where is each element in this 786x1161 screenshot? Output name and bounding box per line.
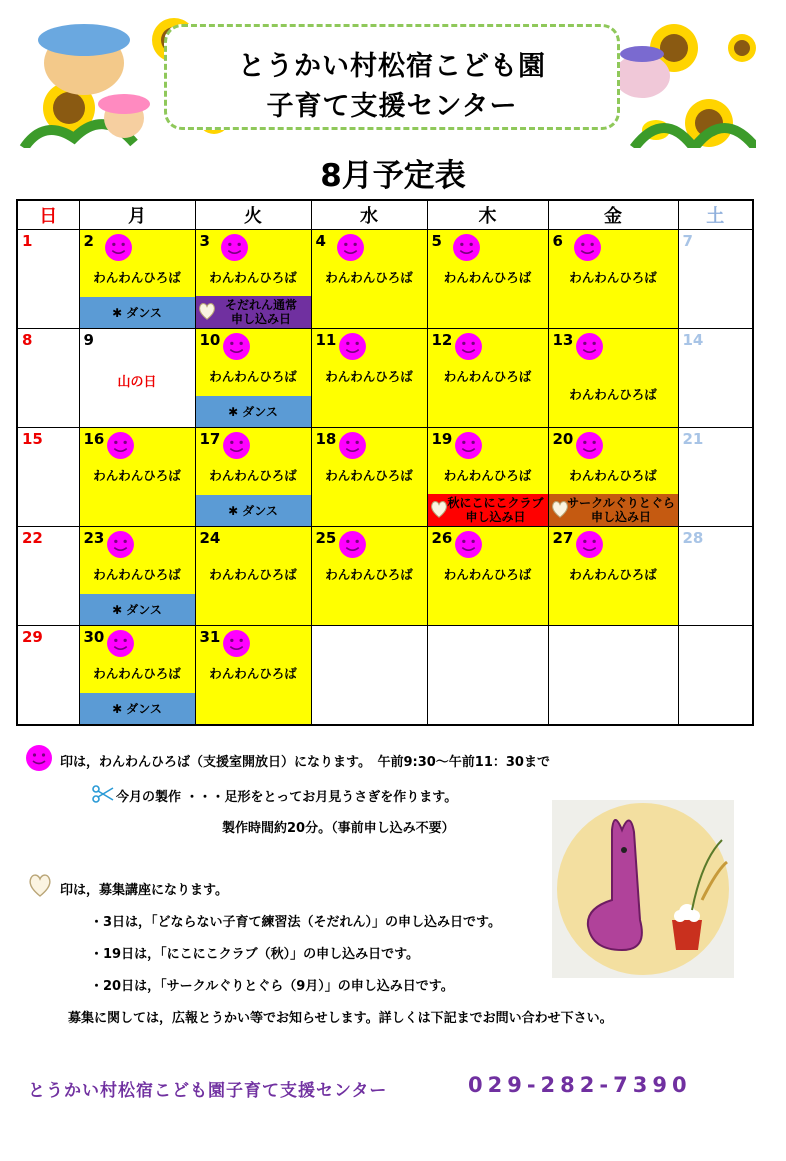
event-label: わんわんひろば bbox=[569, 567, 657, 582]
dance-label: ダンス bbox=[126, 602, 162, 617]
dancer-icon: ✱ bbox=[112, 305, 123, 320]
calendar-table bbox=[16, 199, 754, 726]
smile-icon bbox=[338, 431, 367, 460]
event-label: わんわんひろば bbox=[93, 468, 181, 483]
weekday-sat: 土 bbox=[678, 200, 753, 230]
dance-bar bbox=[80, 693, 195, 724]
day-number: 8 bbox=[22, 331, 33, 349]
event-label: わんわんひろば bbox=[569, 270, 657, 285]
event-label: わんわんひろば bbox=[569, 468, 657, 483]
weekday-sun: 日 bbox=[17, 200, 79, 230]
calendar-day-15 bbox=[17, 428, 79, 527]
event-label: わんわんひろば bbox=[209, 270, 297, 285]
calendar-day-4 bbox=[311, 230, 427, 329]
day-number: 25 bbox=[315, 529, 337, 547]
day-number: 28 bbox=[682, 529, 704, 547]
event-label: わんわんひろば bbox=[209, 666, 297, 681]
smile-icon bbox=[454, 530, 483, 559]
heart-icon bbox=[198, 301, 216, 321]
calendar-day-26 bbox=[427, 527, 548, 626]
smile-icon bbox=[222, 431, 251, 460]
calendar-week-row bbox=[17, 329, 753, 428]
day-number: 20 bbox=[552, 430, 574, 448]
dance-bar bbox=[196, 396, 311, 427]
smile-icon bbox=[222, 629, 251, 658]
smile-icon bbox=[222, 332, 251, 361]
calendar-day-18 bbox=[311, 428, 427, 527]
scissors-icon bbox=[92, 785, 114, 803]
signup-label: そだれん通常 申し込み日 bbox=[224, 298, 297, 326]
calendar-week-row bbox=[17, 527, 753, 626]
calendar-day-13 bbox=[548, 329, 678, 428]
dancer-icon: ✱ bbox=[112, 602, 123, 617]
event-label: わんわんひろば bbox=[569, 387, 657, 402]
signup-bar bbox=[196, 296, 311, 328]
holiday-label: 山の日 bbox=[117, 375, 157, 390]
day-number: 27 bbox=[552, 529, 574, 547]
calendar-day-28 bbox=[678, 527, 753, 626]
smile-icon bbox=[104, 233, 133, 262]
calendar-day-12 bbox=[427, 329, 548, 428]
signup-bar bbox=[549, 494, 678, 526]
calendar-day-1 bbox=[17, 230, 79, 329]
smile-icon bbox=[575, 332, 604, 361]
event-label: わんわんひろば bbox=[93, 567, 181, 582]
calendar-empty-cell bbox=[548, 626, 678, 726]
note-item-3: ・20日は，「サークルぐりとぐら（9月）」の申し込み日です。 bbox=[90, 979, 454, 994]
dance-bar bbox=[80, 594, 195, 625]
weekday-tue: 火 bbox=[195, 200, 311, 230]
smile-icon bbox=[575, 530, 604, 559]
dance-label: ダンス bbox=[126, 701, 162, 716]
smile-icon bbox=[452, 233, 481, 262]
day-number: 9 bbox=[83, 331, 94, 349]
day-number: 6 bbox=[552, 232, 563, 250]
calendar-week-row bbox=[17, 428, 753, 527]
weekday-wed: 水 bbox=[311, 200, 427, 230]
calendar-empty-cell bbox=[311, 626, 427, 726]
dance-bar bbox=[80, 297, 195, 328]
event-label: わんわんひろば bbox=[209, 468, 297, 483]
calendar-week-row bbox=[17, 626, 753, 726]
day-number: 4 bbox=[315, 232, 326, 250]
day-number: 21 bbox=[682, 430, 704, 448]
calendar-day-19 bbox=[427, 428, 548, 527]
calendar-day-29 bbox=[17, 626, 79, 726]
moon-rabbit-craft-image bbox=[552, 800, 734, 978]
event-label: わんわんひろば bbox=[93, 666, 181, 681]
craft-photo bbox=[552, 800, 734, 978]
title-line-1: とうかい村松宿こども園 bbox=[238, 51, 546, 82]
event-label: わんわんひろば bbox=[93, 270, 181, 285]
calendar-day-9 bbox=[79, 329, 195, 428]
calendar-day-5 bbox=[427, 230, 548, 329]
calendar-day-6 bbox=[548, 230, 678, 329]
day-number: 26 bbox=[431, 529, 453, 547]
weekday-fri: 金 bbox=[548, 200, 678, 230]
calendar-day-27 bbox=[548, 527, 678, 626]
day-number: 10 bbox=[199, 331, 221, 349]
signup-label: サークルぐりとぐら 申し込み日 bbox=[567, 496, 675, 524]
smile-icon bbox=[25, 744, 53, 772]
note-item-1: ・3日は，「どならない子育て練習法（そだれん）」の申し込み日です。 bbox=[90, 915, 502, 930]
event-label: わんわんひろば bbox=[325, 369, 413, 384]
calendar-day-21 bbox=[678, 428, 753, 527]
calendar-day-20 bbox=[548, 428, 678, 527]
header-banner bbox=[14, 8, 756, 148]
day-number: 22 bbox=[22, 529, 43, 547]
day-number: 15 bbox=[22, 430, 43, 448]
calendar-empty-cell bbox=[427, 626, 548, 726]
day-number: 19 bbox=[431, 430, 453, 448]
weekday-thu: 木 bbox=[427, 200, 548, 230]
calendar-day-7 bbox=[678, 230, 753, 329]
smile-icon bbox=[454, 431, 483, 460]
day-number: 12 bbox=[431, 331, 453, 349]
day-number: 17 bbox=[199, 430, 221, 448]
day-number: 5 bbox=[431, 232, 442, 250]
calendar-day-2 bbox=[79, 230, 195, 329]
event-label: わんわんひろば bbox=[209, 369, 297, 384]
heart-icon bbox=[430, 499, 448, 519]
calendar-day-11 bbox=[311, 329, 427, 428]
craft-note: 今月の製作 ・・・足形をとってお月見うさぎを作ります。 bbox=[116, 790, 458, 805]
weekday-header-row bbox=[17, 200, 753, 230]
calendar-day-14 bbox=[678, 329, 753, 428]
calendar-week-row bbox=[17, 230, 753, 329]
day-number: 13 bbox=[552, 331, 574, 349]
day-number: 16 bbox=[83, 430, 105, 448]
dancer-icon: ✱ bbox=[228, 503, 239, 518]
calendar-day-30 bbox=[79, 626, 195, 726]
calendar-day-24 bbox=[195, 527, 311, 626]
weekday-mon: 月 bbox=[79, 200, 195, 230]
day-number: 31 bbox=[199, 628, 221, 646]
day-number: 7 bbox=[682, 232, 693, 250]
dance-bar bbox=[196, 495, 311, 526]
heart-icon bbox=[551, 499, 569, 519]
calendar-day-3 bbox=[195, 230, 311, 329]
smile-icon bbox=[338, 530, 367, 559]
dancer-icon: ✱ bbox=[112, 701, 123, 716]
day-number: 30 bbox=[83, 628, 105, 646]
craft-time-note: 製作時間約20分。（事前申し込み不要） bbox=[222, 821, 455, 836]
smile-icon bbox=[106, 530, 135, 559]
calendar-day-10 bbox=[195, 329, 311, 428]
smile-icon bbox=[220, 233, 249, 262]
signup-bar bbox=[428, 494, 548, 526]
event-label: わんわんひろば bbox=[443, 270, 532, 285]
info-note: 募集に関しては，広報とうかい等でお知らせします。詳しくは下記までお問い合わせ下さい。 bbox=[68, 1011, 613, 1026]
smile-icon bbox=[573, 233, 602, 262]
dancer-icon: ✱ bbox=[228, 404, 239, 419]
calendar-day-31 bbox=[195, 626, 311, 726]
smile-icon bbox=[575, 431, 604, 460]
day-number: 29 bbox=[22, 628, 43, 646]
event-label: わんわんひろば bbox=[325, 468, 413, 483]
smile-icon bbox=[106, 629, 135, 658]
event-label: わんわんひろば bbox=[209, 567, 297, 582]
heart-note: 印は，募集講座になります。 bbox=[60, 883, 228, 898]
day-number: 23 bbox=[83, 529, 105, 547]
day-number: 1 bbox=[22, 232, 33, 250]
calendar-day-25 bbox=[311, 527, 427, 626]
heart-icon bbox=[28, 872, 52, 898]
event-label: わんわんひろば bbox=[443, 567, 532, 582]
event-label: わんわんひろば bbox=[325, 567, 413, 582]
contact-name: とうかい村松宿こども園子育て支援センター bbox=[28, 1081, 388, 1101]
day-number: 11 bbox=[315, 331, 337, 349]
day-number: 3 bbox=[199, 232, 210, 250]
day-number: 14 bbox=[682, 331, 704, 349]
smile-icon bbox=[336, 233, 365, 262]
day-number: 18 bbox=[315, 430, 337, 448]
contact-phone: 029-282-7390 bbox=[468, 1073, 692, 1097]
calendar-empty-cell bbox=[678, 626, 753, 726]
calendar-day-23 bbox=[79, 527, 195, 626]
event-label: わんわんひろば bbox=[325, 270, 413, 285]
smile-icon bbox=[106, 431, 135, 460]
calendar-day-17 bbox=[195, 428, 311, 527]
event-label: わんわんひろば bbox=[443, 468, 532, 483]
calendar-day-8 bbox=[17, 329, 79, 428]
event-label: わんわんひろば bbox=[443, 369, 532, 384]
smile-icon bbox=[338, 332, 367, 361]
month-title: 8月予定表 bbox=[320, 158, 466, 194]
calendar-day-16 bbox=[79, 428, 195, 527]
smile-note: 印は，わんわんひろば（支援室開放日）になります。 午前9:30～午前11：30まで bbox=[60, 755, 550, 770]
dance-label: ダンス bbox=[126, 305, 162, 320]
signup-label: 秋にこにこクラブ 申し込み日 bbox=[447, 496, 544, 524]
smile-icon bbox=[454, 332, 483, 361]
calendar-day-22 bbox=[17, 527, 79, 626]
dance-label: ダンス bbox=[242, 503, 278, 518]
day-number: 2 bbox=[83, 232, 94, 250]
title-line-2: 子育て支援センター bbox=[266, 91, 518, 122]
note-item-2: ・19日は，「にこにこクラブ（秋）」の申し込み日です。 bbox=[90, 947, 420, 962]
dance-label: ダンス bbox=[242, 404, 278, 419]
day-number: 24 bbox=[199, 529, 221, 547]
